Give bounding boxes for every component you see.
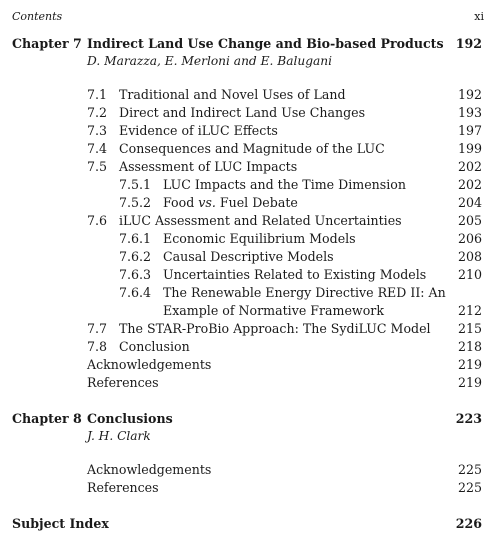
running-header bbox=[12, 10, 485, 26]
section-title: Conclusion bbox=[119, 339, 190, 354]
chapter-7-authors: D. Marazza, E. Merloni and E. Balugani bbox=[87, 54, 333, 68]
section-number: 7.3 bbox=[87, 123, 108, 138]
chapter-page: 192 bbox=[455, 36, 482, 51]
subsection-title-line-2: Example of Normative Framework bbox=[163, 303, 384, 318]
section-title: Consequences and Magnitude of the LUC bbox=[119, 141, 385, 156]
subsection-page: 208 bbox=[457, 249, 482, 264]
subsection-number: 7.5.2 bbox=[119, 195, 152, 210]
page-number: xi bbox=[474, 10, 484, 23]
subsection-title: Causal Descriptive Models bbox=[163, 249, 334, 264]
chapter-label: Chapter 8 bbox=[12, 411, 82, 426]
subsection-page: 202 bbox=[457, 177, 482, 192]
section-title: iLUC Assessment and Related Uncertainties bbox=[119, 213, 402, 228]
subsection-number: 7.6.3 bbox=[119, 267, 152, 282]
subsection-title: LUC Impacts and the Time Dimension bbox=[163, 177, 406, 192]
subject-index-page: 226 bbox=[455, 516, 482, 531]
running-header-title: Contents bbox=[12, 10, 63, 23]
section-page: 192 bbox=[457, 87, 482, 102]
references-title: References bbox=[87, 480, 159, 495]
references-title: References bbox=[87, 375, 159, 390]
subsection-page: 212 bbox=[457, 303, 482, 318]
section-page: 205 bbox=[457, 213, 482, 228]
section-number: 7.2 bbox=[87, 105, 108, 120]
section-title: Traditional and Novel Uses of Land bbox=[119, 87, 346, 102]
section-title: Evidence of iLUC Effects bbox=[119, 123, 278, 138]
references-page: 225 bbox=[457, 480, 482, 495]
chapter-page: 223 bbox=[455, 411, 482, 426]
chapter-title: Indirect Land Use Change and Bio-based Products bbox=[87, 36, 444, 51]
section-page: 218 bbox=[457, 339, 482, 354]
subsection-title: Food vs. Fuel Debate bbox=[163, 195, 298, 210]
section-page: 197 bbox=[457, 123, 482, 138]
subsection-number: 7.6.2 bbox=[119, 249, 152, 264]
section-title: Assessment of LUC Impacts bbox=[119, 159, 298, 174]
section-number: 7.6 bbox=[87, 213, 108, 228]
subsection-number: 7.6.4 bbox=[119, 285, 152, 300]
acknowledgements-title: Acknowledgements bbox=[87, 357, 212, 372]
section-page: 215 bbox=[457, 321, 482, 336]
subsection-page: 206 bbox=[457, 231, 482, 246]
section-title: The STAR-ProBio Approach: The SydiLUC Model bbox=[119, 321, 431, 336]
section-number: 7.4 bbox=[87, 141, 108, 156]
subsection-number: 7.6.1 bbox=[119, 231, 152, 246]
subsection-title: Economic Equilibrium Models bbox=[163, 231, 356, 246]
subsection-page: 210 bbox=[457, 267, 482, 282]
subsection-number: 7.5.1 bbox=[119, 177, 152, 192]
references-page: 219 bbox=[457, 375, 482, 390]
section-page: 199 bbox=[457, 141, 482, 156]
acknowledgements-title: Acknowledgements bbox=[87, 462, 212, 477]
acknowledgements-page: 219 bbox=[457, 357, 482, 372]
section-page: 193 bbox=[457, 105, 482, 120]
chapter-8-authors: J. H. Clark bbox=[87, 429, 151, 443]
subsection-page: 204 bbox=[457, 195, 482, 210]
subsection-title: Uncertainties Related to Existing Models bbox=[163, 267, 427, 282]
section-number: 7.7 bbox=[87, 321, 108, 336]
section-number: 7.1 bbox=[87, 87, 108, 102]
acknowledgements-page: 225 bbox=[457, 462, 482, 477]
chapter-title: Conclusions bbox=[87, 411, 173, 426]
section-number: 7.8 bbox=[87, 339, 108, 354]
subject-index-title: Subject Index bbox=[12, 516, 109, 531]
chapter-label: Chapter 7 bbox=[12, 36, 82, 51]
section-title: Direct and Indirect Land Use Changes bbox=[119, 105, 366, 120]
subsection-title-line-1: The Renewable Energy Directive RED II: An bbox=[163, 285, 446, 300]
section-number: 7.5 bbox=[87, 159, 108, 174]
toc-subentry[interactable] bbox=[87, 284, 482, 320]
section-page: 202 bbox=[457, 159, 482, 174]
